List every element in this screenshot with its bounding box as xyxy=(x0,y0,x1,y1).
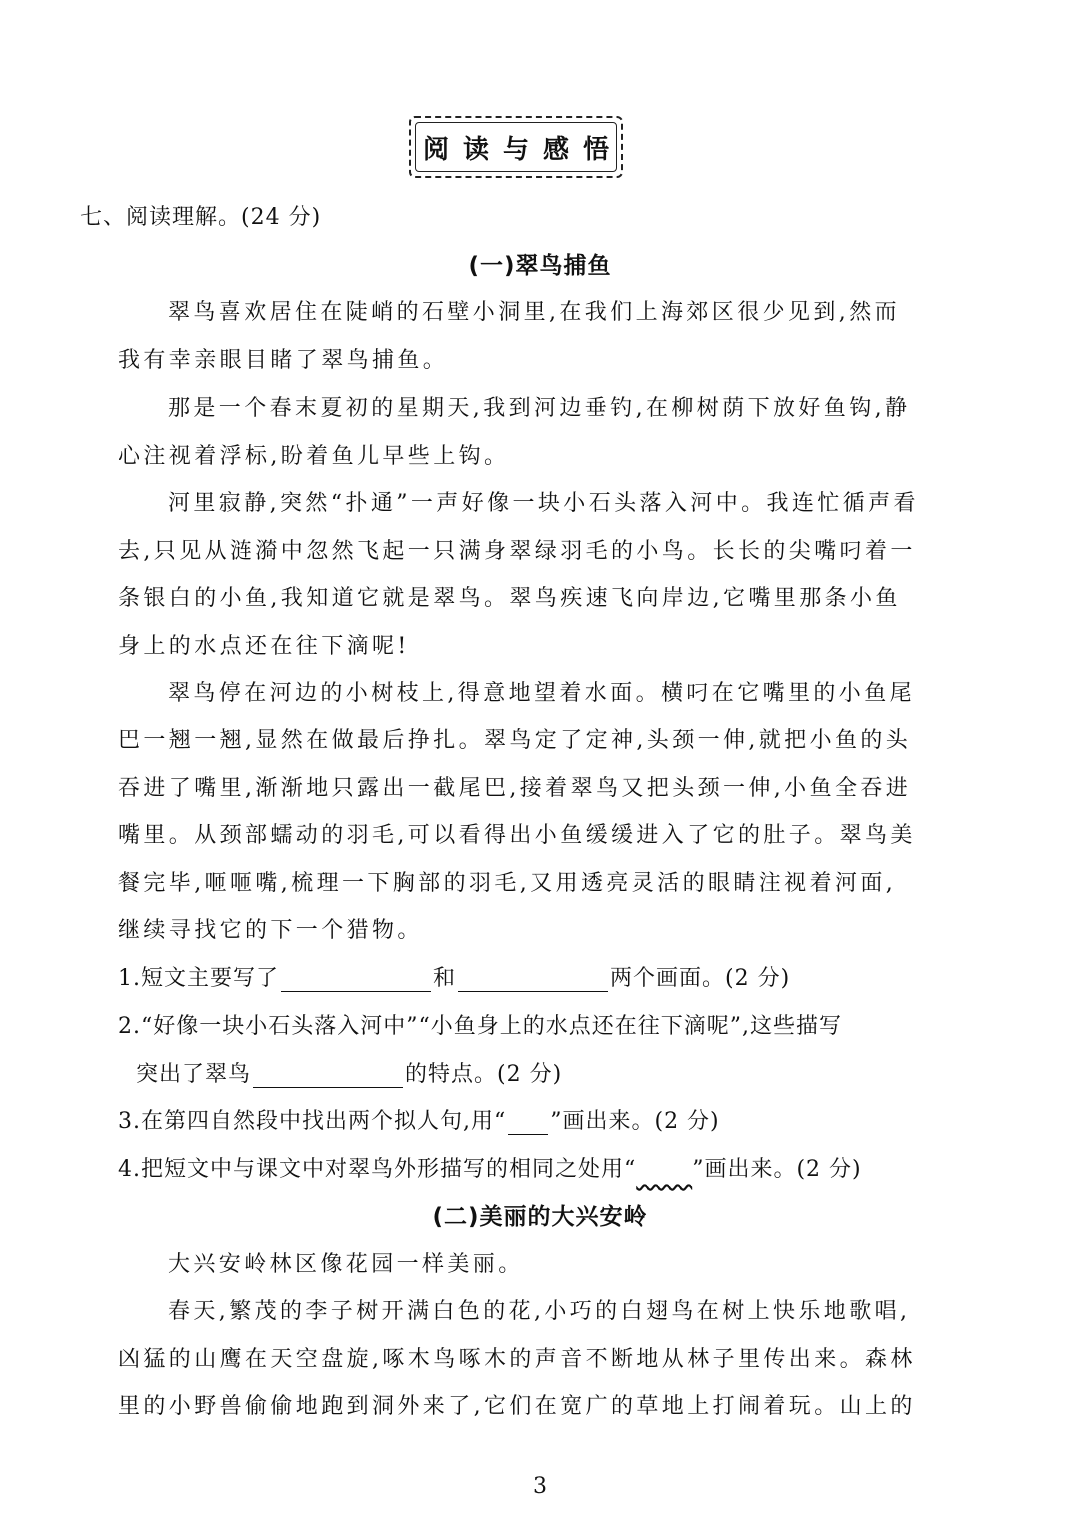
passage1-line: 那是一个春末夏初的星期天,我到河边垂钓,在柳树荫下放好鱼钩,静 xyxy=(168,396,911,421)
question-2-line1: 2.“好像一块小石头落入河中”“小鱼身上的水点还在往下滴呢”,这些描写 xyxy=(118,1014,842,1039)
answer-blank[interactable] xyxy=(281,969,431,992)
section-label: 七、阅读理解。 xyxy=(80,205,242,230)
passage1-line: 身上的水点还在往下滴呢! xyxy=(118,634,410,659)
answer-blank[interactable] xyxy=(458,969,608,992)
passage1-line: 河里寂静,突然“扑通”一声好像一块小石头落入河中。我连忙循声看 xyxy=(168,491,919,516)
passage1-line: 翠鸟喜欢居住在陡峭的石壁小洞里,在我们上海郊区很少见到,然而 xyxy=(168,300,900,325)
q1-text: 1.短文主要写了 xyxy=(118,966,279,991)
passage2-line: 里的小野兽偷偷地跑到洞外来了,它们在宽广的草地上打闹着玩。山上的 xyxy=(118,1394,916,1419)
passage2-line: 春天,繁茂的李子树开满白色的花,小巧的白翅鸟在树上快乐地歌唱, xyxy=(168,1299,911,1324)
q4-text: 4.把短文中与课文中对翠鸟外形描写的相同之处用“ xyxy=(118,1157,637,1182)
q2-text: 的特点。(2 分) xyxy=(405,1062,563,1087)
section-points: (24 分) xyxy=(241,205,322,230)
passage1-line: 心注视着浮标,盼着鱼儿早些上钩。 xyxy=(118,444,510,469)
banner-text: 阅读与感悟 xyxy=(422,134,623,165)
q2-text: 突出了翠鸟 xyxy=(136,1062,252,1087)
passage2-line: 凶猛的山鹰在天空盘旋,啄木鸟啄木的声音不断地从林子里传出来。森林 xyxy=(118,1347,916,1372)
passage1-line: 嘴里。从颈部蠕动的羽毛,可以看得出小鱼缓缓进入了它的肚子。翠鸟美 xyxy=(118,823,916,848)
passage2-line: 大兴安岭林区像花园一样美丽。 xyxy=(168,1252,524,1277)
answer-blank[interactable] xyxy=(253,1065,403,1088)
passage1-line: 条银白的小鱼,我知道它就是翠鸟。翠鸟疾速飞向岸边,它嘴里那条小鱼 xyxy=(118,586,901,611)
q3-text: ”画出来。(2 分) xyxy=(550,1109,720,1134)
passage1-line: 去,只见从涟漪中忽然飞起一只满身翠绿羽毛的小鸟。长长的尖嘴叼着一 xyxy=(118,539,916,564)
question-3 xyxy=(118,1104,720,1135)
passage1-title: (一)翠鸟捕鱼 xyxy=(468,253,612,279)
passage1-line: 餐完毕,咂咂嘴,梳理一下胸部的羽毛,又用透亮灵活的眼睛注视着河面, xyxy=(118,871,897,896)
q3-text: 3.在第四自然段中找出两个拟人句,用“ xyxy=(118,1109,507,1134)
q1-text: 和 xyxy=(433,966,457,991)
q4-text: ”画出来。(2 分) xyxy=(692,1157,862,1182)
passage1-line: 继续寻找它的下一个猎物。 xyxy=(118,918,423,943)
section-banner xyxy=(409,116,623,178)
q1-text: 两个画面。(2 分) xyxy=(610,966,791,991)
question-2-line2 xyxy=(136,1057,562,1088)
question-4 xyxy=(118,1152,862,1183)
passage2-title: (二)美丽的大兴安岭 xyxy=(432,1204,648,1230)
straight-line-mark xyxy=(508,1112,548,1135)
wavy-line-mark xyxy=(636,1157,692,1182)
passage1-line: 吞进了嘴里,渐渐地只露出一截尾巴,接着翠鸟又把头颈一伸,小鱼全吞进 xyxy=(118,776,912,801)
question-1 xyxy=(118,961,790,992)
page-number: 3 xyxy=(533,1474,547,1499)
passage1-line: 翠鸟停在河边的小树枝上,得意地望着水面。横叼在它嘴里的小鱼尾 xyxy=(168,681,915,706)
passage1-line: 我有幸亲眼目睹了翠鸟捕鱼。 xyxy=(118,348,449,373)
section-heading xyxy=(80,200,321,231)
passage1-line: 巴一翘一翘,显然在做最后挣扎。翠鸟定了定神,头颈一伸,就把小鱼的头 xyxy=(118,728,912,753)
